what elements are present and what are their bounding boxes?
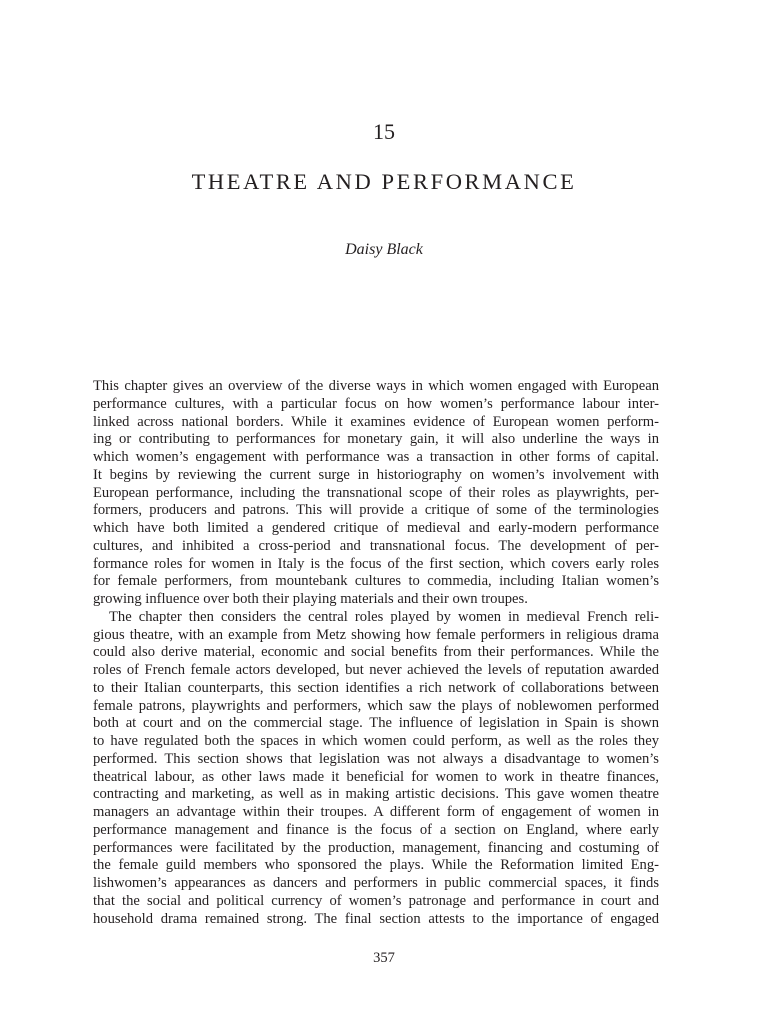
text-line: gious theatre, with an example from Metz showing how female performers in religious drama [93, 626, 659, 643]
chapter-number: 15 [373, 119, 395, 144]
chapter-title: THEATRE AND PERFORMANCE [191, 169, 577, 194]
text-line: to have regulated both the spaces in which women could perform, as well as the roles they [93, 733, 659, 749]
chapter-author: Daisy Black [345, 241, 423, 258]
text-line: household drama remained strong. The final section attests to the importance of engaged [93, 910, 659, 927]
text-line: formance roles for women in Italy is the focus of the first section, which covers early roles [93, 555, 659, 572]
paragraph-2 [93, 609, 659, 929]
text-line: The chapter then considers the central roles played by women in medieval French reli- [109, 608, 659, 625]
text-line: could also derive material, economic and social benefits from their performances. While the [93, 644, 659, 661]
text-line: roles of French female actors developed, but never achieved the levels of reputation awarded [93, 662, 659, 678]
text-line: performance management and finance is the focus of a section on England, where early [93, 821, 659, 838]
text-line: European performance, including the transnational scope of their roles as playwrights, per- [93, 484, 659, 501]
chapter-body [93, 378, 659, 928]
text-line: ing or contributing to performances for monetary gain, it will also underline the ways in [93, 431, 659, 448]
text-line: the female guild members who sponsored the plays. While the Reformation limited Eng- [93, 857, 659, 874]
text-line: lishwomen’s appearances as dancers and performers in public commercial spaces, it finds [93, 875, 659, 891]
text-line: growing influence over both their playing materials and their own troupes. [93, 591, 528, 607]
text-line: formers, producers and patrons. This will provide a critique of some of the terminologies [93, 502, 659, 519]
text-line: theatrical labour, as other laws made it beneficial for women to work in theatre finances, [93, 768, 659, 785]
text-line: female patrons, playwrights and performers, which saw the plays of noblewomen performed [93, 697, 659, 714]
page-number: 357 [373, 950, 395, 966]
paragraph-1 [93, 378, 659, 609]
text-line: both at court and on the commercial stage. The influence of legislation in Spain is shown [93, 715, 659, 732]
text-line: cultures, and inhibited a cross-period and transnational focus. The development of per- [93, 537, 659, 554]
text-line: which have both limited a gendered critique of medieval and early-modern performance [93, 520, 659, 536]
text-line: contracting and marketing, as well as in making artistic decisions. This gave women theatre [93, 786, 659, 803]
text-line: for female performers, from mountebank cultures to commedia, including Italian women’s [93, 573, 659, 590]
text-line: that the social and political currency of women’s patronage and performance in court and [93, 892, 659, 909]
text-line: This chapter gives an overview of the diverse ways in which women engaged with European [93, 378, 659, 394]
text-line: performances were facilitated by the production, management, financing and costuming of [93, 839, 659, 856]
text-line: performance cultures, with a particular focus on how women’s performance labour inter- [93, 395, 659, 412]
text-line: performed. This section shows that legislation was not always a disadvantage to women’s [93, 750, 659, 767]
text-line: linked across national borders. While it examines evidence of European women perform- [93, 413, 659, 430]
text-line: managers an advantage within their troupes. A different form of engagement of women in [93, 804, 659, 820]
text-line: It begins by reviewing the current surge in historiography on women’s involvement with [93, 466, 659, 483]
text-line: to their Italian counterparts, this section identifies a rich network of collaborations between [93, 679, 659, 696]
text-line: which women’s engagement with performance was a transaction in other forms of capital. [93, 449, 659, 465]
